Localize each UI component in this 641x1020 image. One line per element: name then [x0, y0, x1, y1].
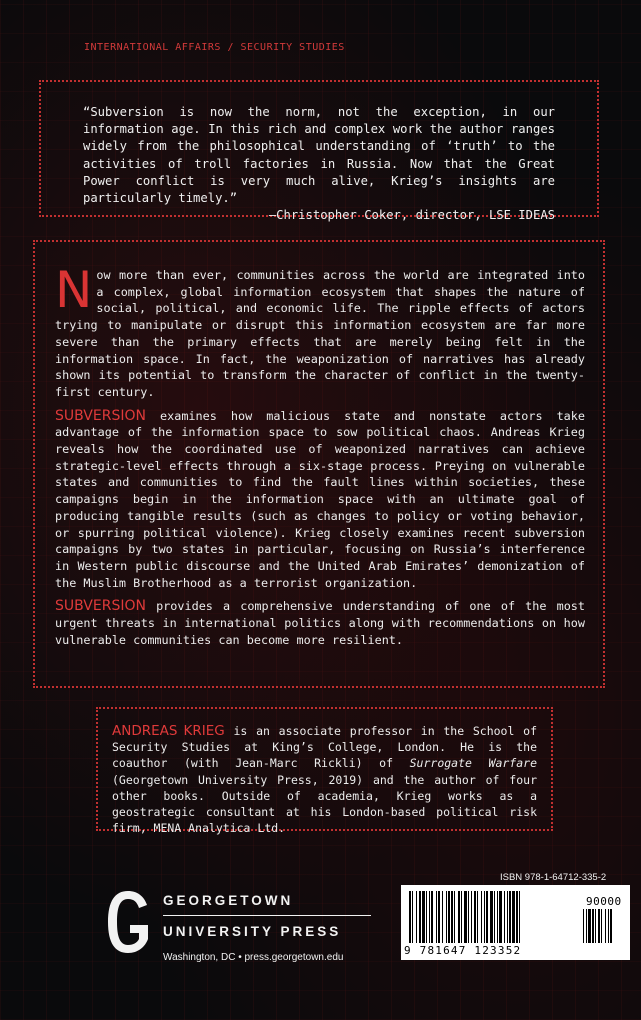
barcode-bar: [592, 909, 594, 943]
barcode-bar: [431, 891, 433, 943]
barcode-bar: [454, 891, 455, 943]
publisher-location: Washington, DC • press.georgetown.edu: [163, 952, 344, 963]
title-lead: SUBVERSION: [55, 407, 146, 424]
barcode-bar: [490, 891, 493, 943]
barcode-bar: [484, 891, 485, 943]
author-name: ANDREAS KRIEG: [112, 723, 225, 739]
publisher-name-line2: UNIVERSITY PRESS: [163, 924, 342, 939]
description-paragraph-2: [55, 408, 585, 592]
barcode-bar: [451, 891, 453, 943]
barcode-bar: [509, 891, 511, 943]
barcode-bar: [436, 891, 437, 943]
barcode-bar: [419, 891, 421, 943]
barcode-bar: [598, 909, 600, 943]
barcode-bar: [481, 891, 482, 943]
barcode-bar: [438, 891, 440, 943]
barcode-bar: [416, 891, 417, 943]
georgetown-g-logo-icon: [106, 889, 150, 955]
barcode-bar: [409, 891, 411, 943]
paragraph-3-text: provides a comprehensive understanding of one of the most urgent threats in international politics along with recommendations on how vulnerable communities can become more resilient.: [55, 599, 585, 647]
endorsement-quote: “Subversion is now the norm, not the exception, in our information age. In this rich and complex work the author ranges widely from the philosophical understanding of ‘truth’ to the activities of troll factories in Russia. Now that the Great Power conflict is very much alive, Krieg’s insights are particularly timely.”: [83, 105, 555, 206]
barcode-bar: [507, 891, 508, 943]
paragraph-2-text: examines how malicious state and nonstate actors take advantage of the information space to sow political chaos. Andreas Krieg reveals how the coordinated use of weaponized narratives can achieve strategic-level effects through a six-stage process. Preying on vulnerable states and communities to find the fault lines within societies, these campaigns begin in the information space with an ultimate goal of producing tangible results (such as changes to policy or voting behavior, or spurring political violence). Krieg closely examines recent subversion campaigns by two states in particular, focusing on Russia’s interference in Western public discourse and the United Arab Emirates’ demonization of the Muslim Brotherhood as a terrorist organization.: [55, 408, 585, 590]
title-lead: SUBVERSION: [55, 598, 146, 615]
barcode-bar: [497, 891, 498, 943]
barcode-bar: [446, 891, 447, 943]
barcode-bar: [464, 891, 467, 943]
barcode-bar: [474, 891, 476, 943]
endorsement-box: [39, 80, 599, 223]
barcode-bar: [448, 891, 450, 943]
barcode-bar: [595, 909, 596, 943]
barcode-bar: [468, 891, 469, 943]
barcode-bar: [583, 909, 584, 943]
publisher-name-line1: GEORGETOWN: [163, 893, 294, 908]
barcode-bar: [601, 909, 602, 943]
barcode-bar: [477, 891, 478, 943]
barcode-digits: 9 781647 123352: [404, 944, 522, 957]
barcode-bar: [461, 891, 462, 943]
author-bio-box: [96, 707, 553, 836]
paragraph-1-text: ow more than ever, communities across the world are integrated into a complex, global information ecosystem that shapes the nature of social, political, and economic life. The ripple effects of actors trying to manipulate or disrupt this information ecosystem are far more severe than the primary effects that are merely being felt in the information space. In fact, the weaponization of narratives has already shown its potential to transform the character of conflict in the twenty-first century.: [55, 268, 585, 399]
barcode-bar: [494, 891, 495, 943]
barcode-bar: [412, 891, 413, 943]
drop-cap: N: [55, 261, 93, 319]
barcode-bar: [504, 891, 505, 943]
barcode-bar: [588, 909, 591, 943]
price-code: 90000: [586, 895, 622, 908]
author-bio-text: (Georgetown University Press, 2019) and the author of four other books. Outside of academia, Krieg works as a geostrategic consultant at his London-based political risk firm, MENA Analytica Ltd.: [112, 772, 537, 836]
barcode-bar: [422, 891, 425, 943]
endorsement-attribution: —Christopher Coker, director, LSE IDEAS: [268, 208, 555, 223]
barcode-bar: [471, 891, 472, 943]
book-title: Surrogate Warfare: [409, 756, 538, 771]
description-paragraph-3: [55, 598, 585, 648]
author-bio-text: is an associate professor in the School of Security Studies at King’s College, London. He is the coauthor (with Jean-Marc Rickli) of: [112, 724, 537, 771]
barcode-bar: [442, 891, 443, 943]
description-box: [33, 240, 605, 688]
description-paragraph-1: [55, 261, 585, 401]
barcode-bar: [512, 891, 515, 943]
barcode-bar: [608, 909, 609, 943]
barcode-bar: [426, 891, 427, 943]
category-label: INTERNATIONAL AFFAIRS / SECURITY STUDIES: [84, 42, 345, 53]
barcode-bar: [486, 891, 488, 943]
barcode-bar: [610, 909, 612, 943]
isbn-label: ISBN 978-1-64712-335-2: [500, 872, 607, 883]
publisher-divider: [163, 915, 371, 916]
barcode-bar: [519, 891, 520, 943]
barcode-bar: [516, 891, 518, 943]
barcode-bar: [605, 909, 606, 943]
barcode-bar: [499, 891, 502, 943]
author-bio: [112, 723, 537, 836]
barcode-bar: [429, 891, 430, 943]
barcode-bar: [458, 891, 460, 943]
barcode-bar: [586, 909, 587, 943]
